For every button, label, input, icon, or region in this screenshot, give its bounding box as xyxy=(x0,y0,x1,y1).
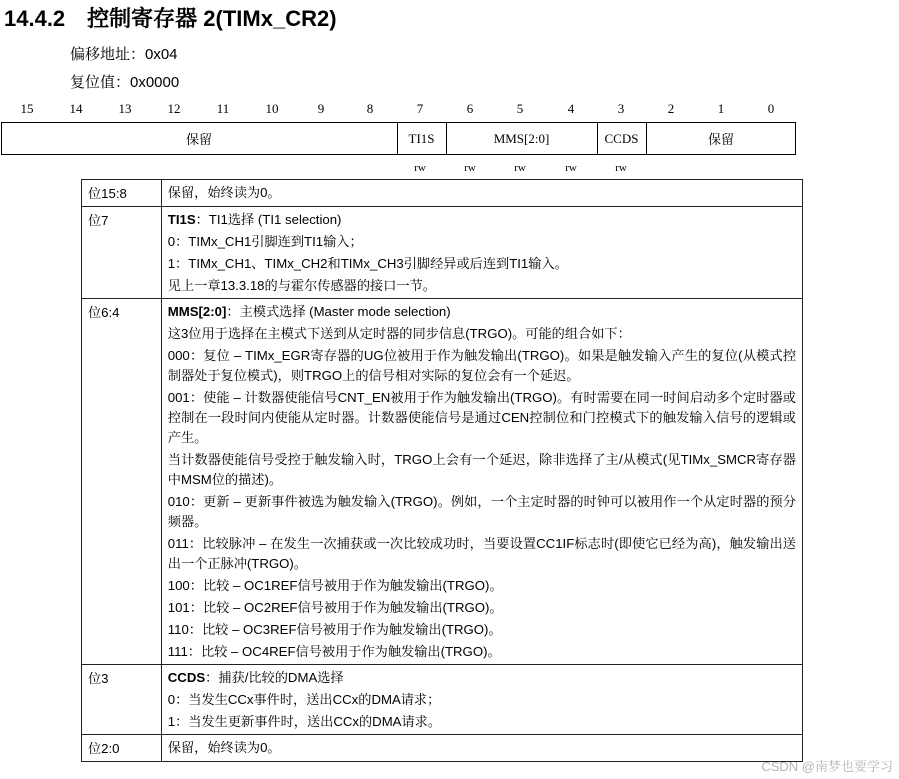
bit-range: 位3 xyxy=(82,665,162,735)
section-title xyxy=(4,2,337,33)
bit-number: 6 xyxy=(466,101,474,116)
description-line: 111：比较 – OC4REF信号被用于作为触发输出(TRGO)。 xyxy=(167,644,501,659)
bit-range: 位6:4 xyxy=(82,299,162,665)
description-line: MMS[2:0]：主模式选择 (Master mode selection) xyxy=(167,304,451,319)
bit-description-table xyxy=(81,179,803,762)
description-line: 1：当发生更新事件时，送出CCx的DMA请求。 xyxy=(167,714,442,729)
description-line: 011：比较脉冲 – 在发生一次捕获或一次比较成功时，当要设置CC1IF标志时(即使它已经为高)，触发输出送出一个正脉冲(TRGO)。 xyxy=(167,536,796,571)
description-line: CCDS：捕获/比较的DMA选择 xyxy=(167,670,344,685)
bit-number: 3 xyxy=(617,101,625,116)
field-ti1s: TI1S xyxy=(408,130,435,146)
table-row xyxy=(82,735,803,762)
offset-address: 偏移地址：0x04 xyxy=(70,46,178,63)
access-label: rw xyxy=(565,162,577,174)
description-line: 110：比较 – OC3REF信号被用于作为触发输出(TRGO)。 xyxy=(167,622,502,637)
description-line: 101：比较 – OC2REF信号被用于作为触发输出(TRGO)。 xyxy=(167,600,503,615)
field-reserved-high: 保留 xyxy=(185,132,212,147)
bit-number: 1 xyxy=(717,101,725,116)
description-line: TI1S：TI1选择 (TI1 selection) xyxy=(167,212,342,227)
bit-number: 11 xyxy=(216,101,230,116)
bit-number: 2 xyxy=(667,101,675,116)
section-number: 14.4.2 xyxy=(4,6,66,31)
description-line: 当计数器使能信号受控于触发输入时，TRGO上会有一个延迟，除非选择了主/从模式(见TIMx_SMCR寄存器中MSM位的描述)。 xyxy=(167,452,796,487)
bit-range: 位15:8 xyxy=(82,180,162,207)
bit-number: 0 xyxy=(767,101,775,116)
description-line: 0：当发生CCx事件时，送出CCx的DMA请求； xyxy=(167,692,441,707)
bit-range: 位7 xyxy=(82,207,162,299)
field-name: TI1S xyxy=(167,212,196,227)
section-heading: 控制寄存器 2(TIMx_CR2) xyxy=(87,6,337,31)
bit-number: 15 xyxy=(20,101,34,116)
bit-number: 14 xyxy=(69,101,83,116)
watermark: CSDN @南梦也要学习 xyxy=(761,759,893,774)
description-line: 保留，始终读为0。 xyxy=(167,740,281,755)
bit-number: 7 xyxy=(416,101,424,116)
field-ccds: CCDS xyxy=(604,130,639,146)
description-line: 0：TIMx_CH1引脚连到TI1输入； xyxy=(167,234,363,249)
description-line: 010：更新 – 更新事件被选为触发输入(TRGO)。例如，一个主定时器的时钟可以被用作一个从定时器的预分频器。 xyxy=(167,494,796,529)
table-row xyxy=(82,299,803,665)
field-name: MMS[2:0] xyxy=(167,304,227,319)
bit-number: 9 xyxy=(317,101,325,116)
bit-description xyxy=(161,299,802,665)
bit-description xyxy=(161,735,802,762)
description-line: 100：比较 – OC1REF信号被用于作为触发输出(TRGO)。 xyxy=(167,578,503,593)
description-line: 见上一章13.3.18的与霍尔传感器的接口一节。 xyxy=(167,278,436,293)
table-row xyxy=(82,180,803,207)
access-label: rw xyxy=(464,162,476,174)
access-label: rw xyxy=(414,162,426,174)
field-reserved-low: 保留 xyxy=(707,132,734,147)
bit-description xyxy=(161,665,802,735)
field-mms: MMS[2:0] xyxy=(493,130,550,146)
table-row xyxy=(82,665,803,735)
bit-number: 13 xyxy=(118,101,132,116)
description-line: 000：复位 – TIMx_EGR寄存器的UG位被用于作为触发输出(TRGO)。如果是触发输入产生的复位(从模式控制器处于复位模式)，则TRGO上的信号相对实际的复位会有一个延迟。 xyxy=(167,348,796,383)
bit-number: 5 xyxy=(516,101,524,116)
access-label: rw xyxy=(615,162,627,174)
bit-number: 10 xyxy=(265,101,279,116)
table-row xyxy=(82,207,803,299)
bit-description xyxy=(161,207,802,299)
bit-number: 12 xyxy=(167,101,181,116)
description-line: 保留，始终读为0。 xyxy=(167,185,281,200)
bit-number: 4 xyxy=(567,101,575,116)
access-label: rw xyxy=(514,162,526,174)
description-line: 1：TIMx_CH1、TIMx_CH2和TIMx_CH3引脚经异或后连到TI1输入。 xyxy=(167,256,568,271)
description-line: 001：使能 – 计数器使能信号CNT_EN被用于作为触发输出(TRGO)。有时需要在同一时间启动多个定时器或控制在一段时间内使能从定时器。计数器使能信号是通过CEN控制位和门控模式下的触发输入信号的逻辑或产生。 xyxy=(167,390,796,445)
bit-number: 8 xyxy=(366,101,374,116)
description-line: 这3位用于选择在主模式下送到从定时器的同步信息(TRGO)。可能的组合如下： xyxy=(167,326,631,341)
bit-range: 位2:0 xyxy=(82,735,162,762)
field-name: CCDS xyxy=(167,670,206,685)
reset-value: 复位值：0x0000 xyxy=(70,74,180,91)
bit-description xyxy=(161,180,802,207)
